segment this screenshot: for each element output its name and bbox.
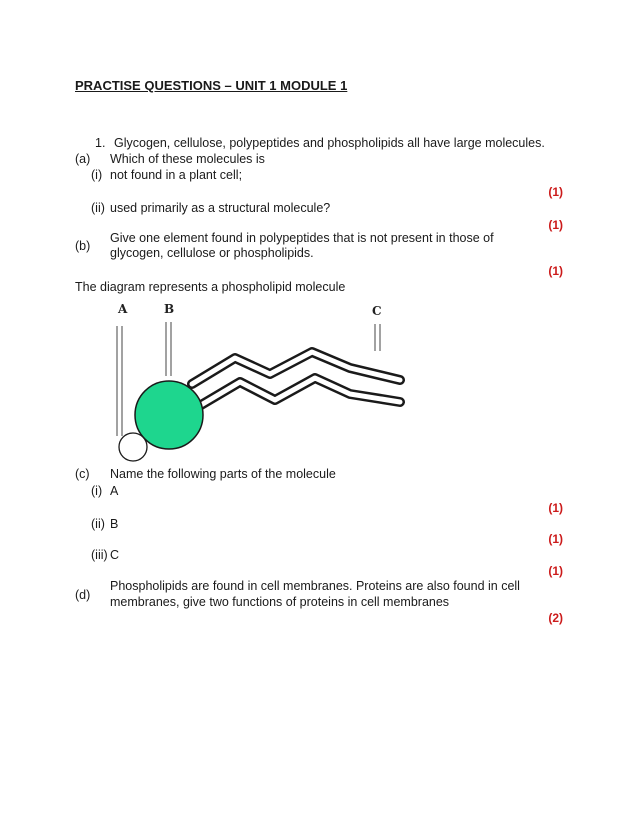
part-b-line2: glycogen, cellulose or phospholipids. [110, 246, 314, 260]
part-a-text: Which of these molecules is [110, 152, 265, 166]
part-a-i-label: (i) [91, 168, 103, 182]
pointer-line-a [117, 326, 122, 436]
part-a-label: (a) [75, 152, 91, 166]
part-d-line2: membranes, give two functions of proteins in cell membranes [110, 595, 450, 609]
part-a-i-mark: (1) [548, 185, 563, 199]
part-d-line1: Phospholipids are found in cell membranes. Proteins are also found in cell [110, 579, 520, 593]
part-a-ii-text: used primarily as a structural molecule? [110, 201, 331, 215]
part-c-ii-text: B [110, 517, 119, 531]
part-c-label: (c) [75, 467, 90, 481]
page-title: PRACTISE QUESTIONS – UNIT 1 MODULE 1 [75, 78, 348, 93]
diagram-label-c: C [372, 304, 382, 318]
question-number: 1. [95, 136, 106, 150]
pointer-line-b [166, 322, 171, 376]
part-c-i-text: A [110, 484, 119, 498]
part-c-ii-label: (ii) [91, 517, 105, 531]
lower-tail [196, 378, 400, 408]
part-c-iii-text: C [110, 548, 120, 562]
part-a-i-text: not found in a plant cell; [110, 168, 243, 182]
diagram-label-a: A [118, 302, 128, 316]
upper-tail [192, 352, 400, 384]
pointer-line-c [375, 324, 380, 351]
part-c-iii-mark: (1) [548, 564, 563, 578]
part-c-i-mark: (1) [548, 501, 563, 515]
part-c-text: Name the following parts of the molecule [110, 467, 336, 481]
part-a-ii-label: (ii) [91, 201, 105, 215]
part-a-ii-mark: (1) [548, 218, 563, 232]
diagram-label-b: B [164, 302, 175, 316]
diagram-intro: The diagram represents a phospholipid molecule [75, 280, 346, 294]
question-intro: Glycogen, cellulose, polypeptides and phospholipids all have large molecules. [114, 136, 545, 150]
part-b-line1: Give one element found in polypeptides that is not present in those of [110, 231, 494, 245]
part-d-mark: (2) [548, 611, 563, 625]
phosphate-head [135, 381, 203, 449]
small-group-circle [119, 433, 147, 461]
part-c-iii-label: (iii) [91, 548, 108, 562]
phospholipid-diagram [100, 296, 420, 468]
part-c-ii-mark: (1) [548, 532, 563, 546]
part-d-label: (d) [75, 588, 91, 602]
fatty-acid-tails [192, 352, 400, 408]
part-b-label: (b) [75, 239, 91, 253]
part-b-mark: (1) [548, 264, 563, 278]
part-c-i-label: (i) [91, 484, 103, 498]
